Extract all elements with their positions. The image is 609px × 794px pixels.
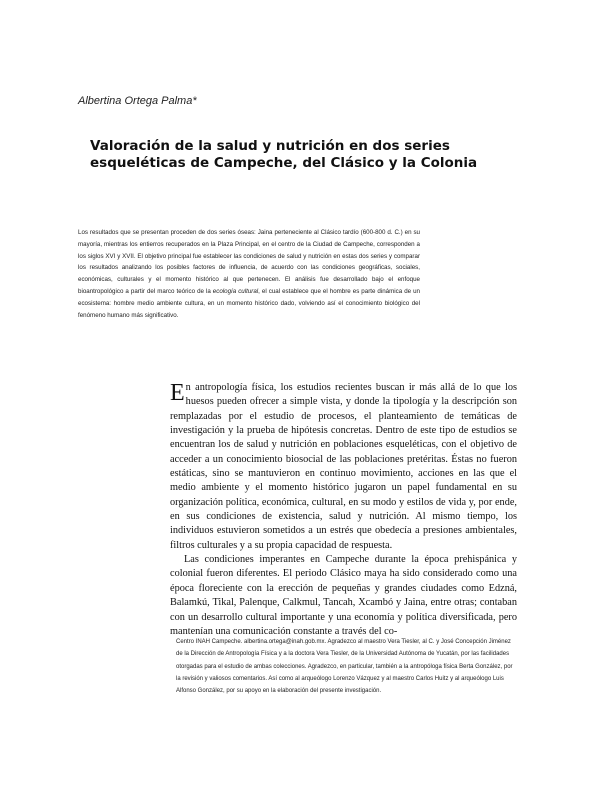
article-title bbox=[90, 138, 570, 172]
body-paragraph-1 bbox=[170, 381, 517, 553]
abstract-paragraph bbox=[78, 227, 420, 321]
abstract bbox=[78, 227, 420, 321]
article-body bbox=[170, 381, 517, 639]
drop-cap: E bbox=[170, 380, 185, 406]
title-line-1: Valoración de la salud y nutrición en dos series bbox=[90, 138, 450, 154]
author-name: Albertina Ortega Palma* bbox=[78, 95, 197, 107]
footnote-text: Centro INAH Campeche. albertina.ortega@inah.gob.mx. Agradezco al maestro Vera Tiesler, al C. y José Concepción Jiménez de la Dirección de Antropología Física y a la doctora Vera Tiesler, de la Universidad Autónoma de Yucatán, por las facilidades otorgadas para el estudio de ambas colecciones. Agradezco, en particular, también a la antropóloga física Berta González, por la revisión y valiosos comentarios. Así como al arqueólogo Lorenzo Vázquez y al maestro Carlos Huitz y al arqueólogo Luis Alfonso González, por su apoyo en la elaboración del presente investigación. bbox=[176, 639, 513, 695]
abstract-italic-term: ecología cultural bbox=[212, 287, 259, 295]
title-line-2: esqueléticas de Campeche, del Clásico y la Colonia bbox=[90, 155, 478, 171]
body-paragraph-2: Las condiciones imperantes en Campeche durante la época prehispánica y colonial fueron diferentes. El periodo Clásico maya ha sido considerado como una época floreciente con la erección de pequeñas y grandes ciudades como Edzná, Balamkú, Tikal, Palenque, Calkmul, Tancah, Xcambó y Jaina, entre otras; contaban con un desarrollo cultural importante y una economía y política diversificada, pero mantenían una comunicación constante a través del co- bbox=[170, 554, 517, 637]
abstract-text-start: Los resultados que se presentan proceden de dos series óseas: Jaina perteneciente al Clásico tardío (600-800 d. C.) en su mayoría, mientras los entierros recuperados en la Plaza Principal, en el centro de la Ciudad de Campeche, corresponden a los siglos XVI y XVII. El objetivo principal fue establecer las condiciones de salud y nutrición en estas dos series y comparar los resultados analizando los posibles factores de influencia, de acuerdo con las condiciones geográficas, sociales, económicas, culturales y el momento histórico al que pertenecen. El análisis fue desarrollado bajo el enfoque bioantropológico a partir del marco teórico de la bbox=[78, 229, 420, 295]
footnote bbox=[176, 636, 516, 697]
body-paragraph-1-text: n antropología física, los estudios recientes buscan ir más allá de lo que los huesos pueden ofrecer a simple vista, y donde la tipología y la descripción son remplazadas por el estudio de procesos, el planteamiento de temáticas de investigación y la prueba de hipótesis concretas. Dentro de este tipo de estudios se encuentran los de salud y nutrición en poblaciones esqueléticas, con el objetivo de acceder a un conocimiento biosocial de las poblaciones pretéritas. Éstas no fueron estáticas, sino se mantuvieron en continuo movimiento, acciones en las que el medio ambiente y el momento histórico jugaron un papel fundamental en su organización política, económica, cultural, en su modo y estilos de vida y, por ende, en sus condiciones de existencia, salud y nutrición. Al mismo tiempo, los individuos estuvieron sometidos a un estrés que obedecía a presiones ambientales, filtros culturales y a su propia capacidad de respuesta. bbox=[170, 382, 517, 551]
abstract-text-end: , el cual establece que el hombre es parte dinámica de un ecosistema: hombre medio ambiente cultura, en un momento histórico dado, volviendo así el conocimiento biológico del fenómeno humano más significativo. bbox=[78, 287, 420, 319]
